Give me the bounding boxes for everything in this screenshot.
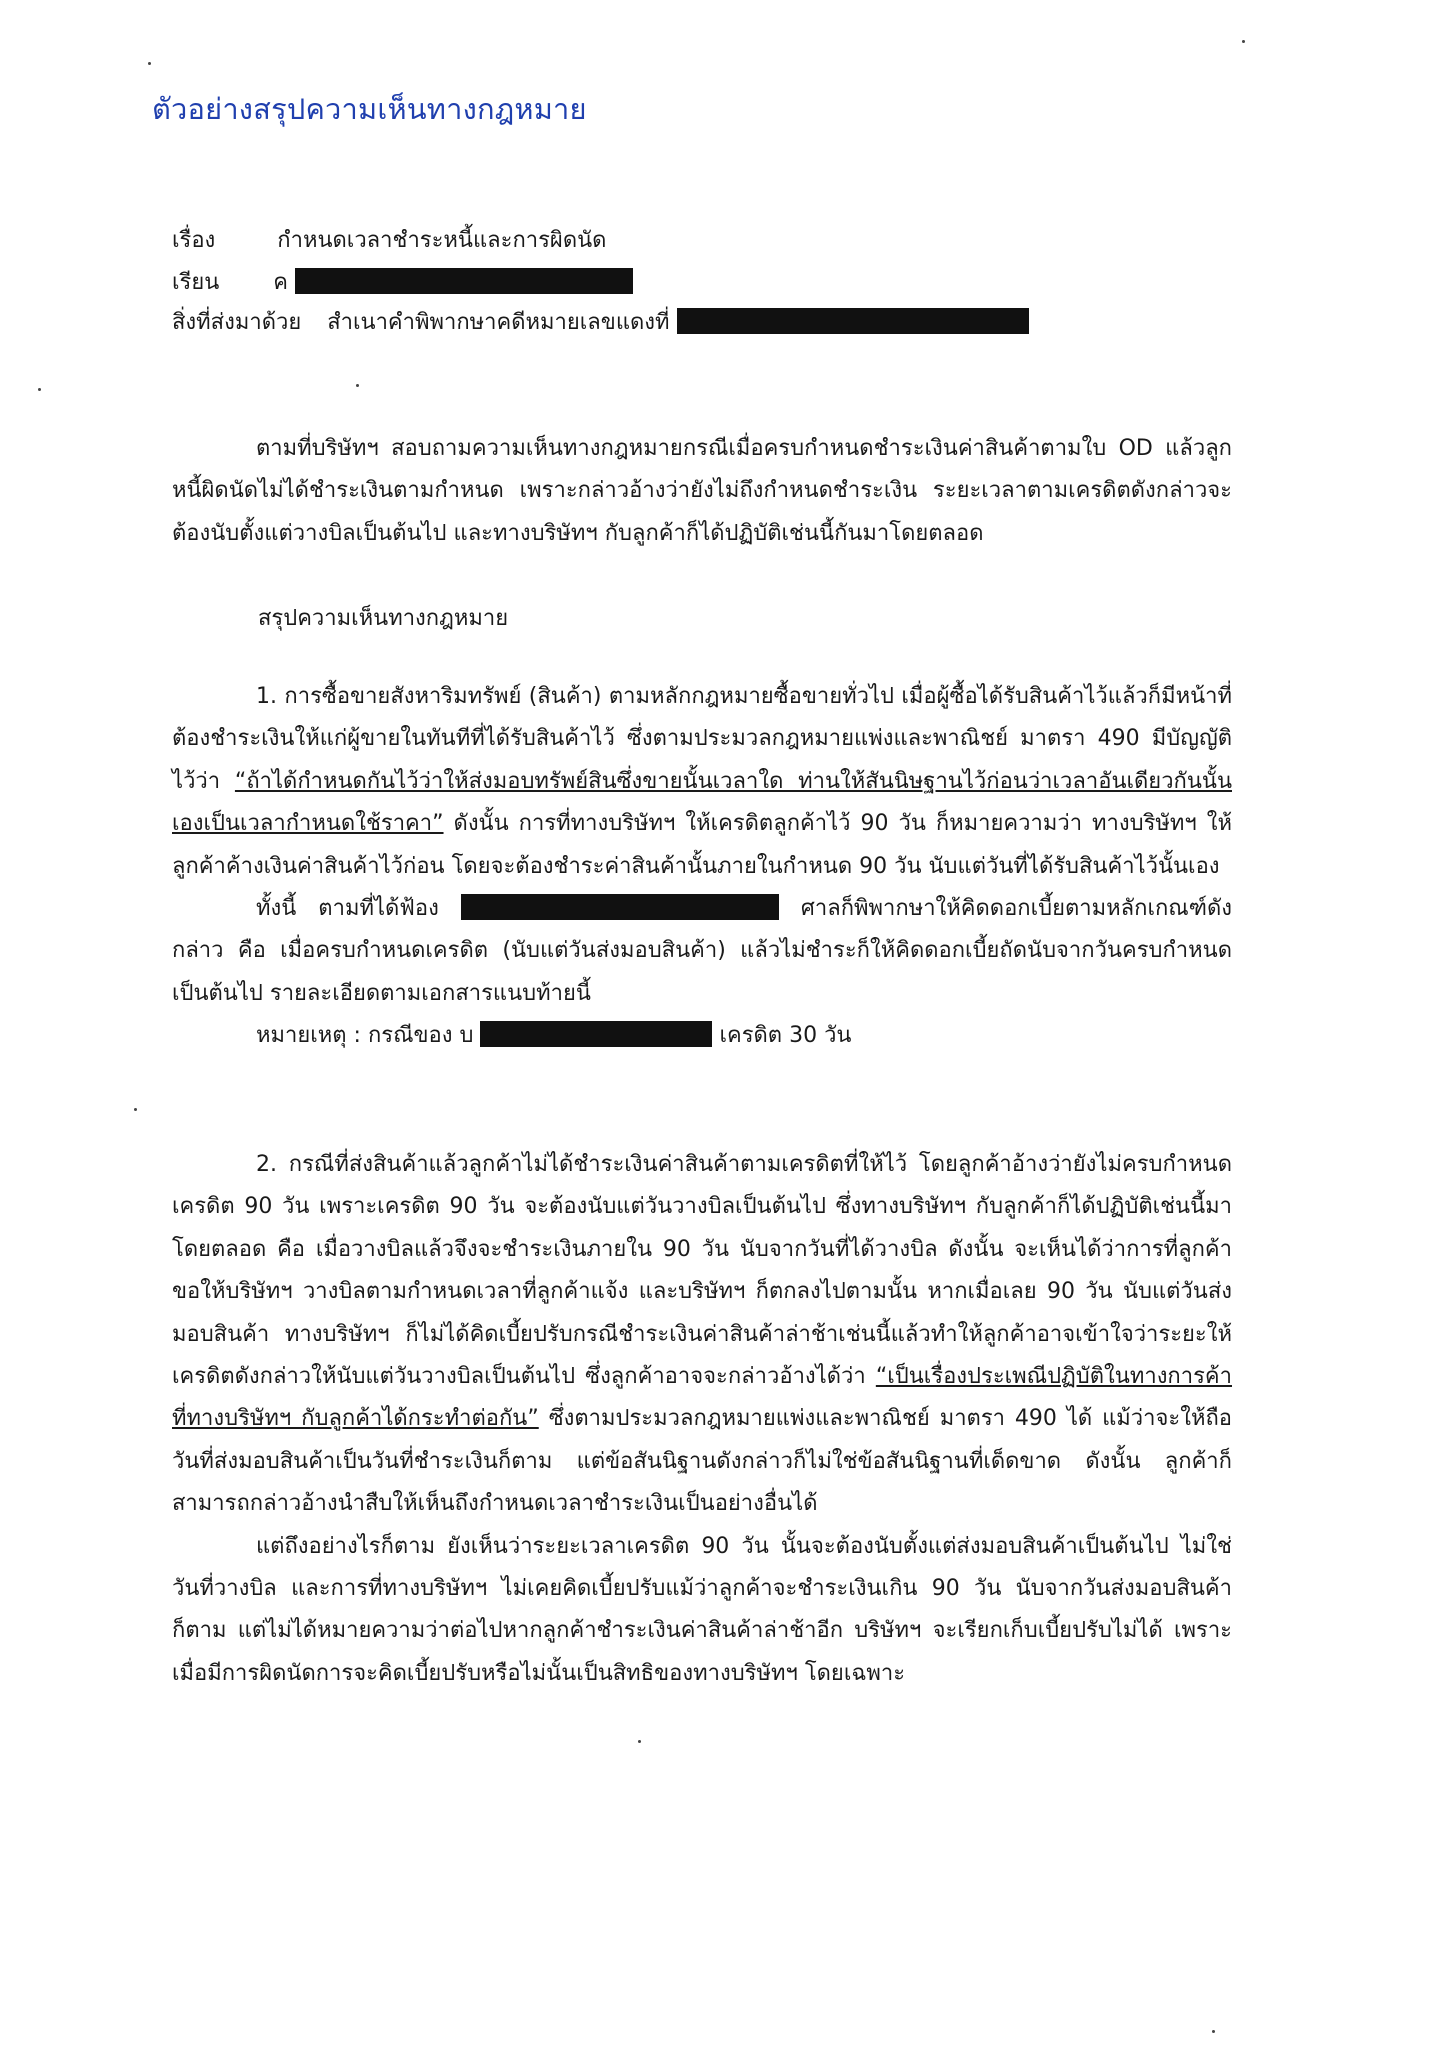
enclosure-value: สำเนาคำพิพากษาคดีหมายเลขแดงที่	[327, 310, 670, 335]
section1-note	[172, 1015, 1232, 1057]
scan-speck	[38, 388, 41, 391]
scan-speck	[356, 384, 359, 387]
section-1	[172, 676, 1232, 1058]
section2-paragraph	[172, 1144, 1232, 1526]
subject-line	[172, 222, 606, 257]
scan-speck	[134, 1108, 137, 1111]
section2-conclusion: แต่ถึงอย่างไรก็ตาม ยังเห็นว่าระยะเวลาเครดิต 90 วัน นั้นจะต้องนับตั้งแต่ส่งมอบสินค้าเป็นต้นไป ไม่ใช่วันที่วางบิล และการที่ทางบริษัทฯ ไม่เคยคิดเบี้ยปรับแม้ว่าลูกค้าจะชำระเงินเกิน 90 วัน นับจากวันส่งมอบสินค้าก็ตาม แต่ไม่ได้หมายความว่าต่อไปหากลูกค้าชำระเงินค่าสินค้าล่าช้าอีก บริษัทฯ จะเรียกเก็บเบี้ยปรับไม่ได้ เพราะเมื่อมีการผิดนัดการจะคิดเบี้ยปรับหรือไม่นั้นเป็นสิทธิของทางบริษัทฯ โดยเฉพาะ	[172, 1533, 1232, 1686]
section-2	[172, 1144, 1232, 1695]
intro-paragraph	[172, 428, 1232, 555]
enclosure-line	[172, 304, 1029, 339]
scan-speck	[1212, 2030, 1215, 2033]
section1-text-a: 1. การซื้อขายสังหาริมทรัพย์ (สินค้า) ตามหลักกฎหมายซื้อขายทั่วไป เมื่อผู้ซื้อได้รับสินค้าไว้แล้วก็มีหน้าที่ต้องชำระเงินให้แก่ผู้ขายในทันทีที่ได้รับสินค้าไว้ ซึ่งตามประมวลกฎหมายแพ่งและพาณิชย์ มาตรา 490 มีบัญญัติไว้ว่า	[172, 684, 1232, 794]
section1-paragraph	[172, 676, 1232, 888]
redaction-bar	[480, 1021, 712, 1047]
section1-text-b: ดังนั้น การที่ทางบริษัทฯ ให้เครดิตลูกค้าไว้ 90 วัน ก็หมายความว่า ทางบริษัทฯ ให้ลูกค้าค้างเงินค่าสินค้าไว้ก่อน โดยจะต้องชำระค่าสินค้านั้นภายในกำหนด 90 วัน นับแต่วันที่ได้รับสินค้าไว้นั้นเอง	[172, 811, 1232, 879]
section1-lawsuit-paragraph	[172, 888, 1232, 1015]
intro-text: ตามที่บริษัทฯ สอบถามความเห็นทางกฎหมายกรณีเมื่อครบกำหนดชำระเงินค่าสินค้าตามใบ OD แล้วลูกหนี้ผิดนัดไม่ได้ชำระเงินตามกำหนด เพราะกล่าวอ้างว่ายังไม่ถึงกำหนดชำระเงิน ระยะเวลาตามเครดิตดังกล่าวจะต้องนับตั้งแต่วางบิลเป็นต้นไป และทางบริษัทฯ กับลูกค้าก็ได้ปฏิบัติเช่นนี้กันมาโดยตลอด	[172, 436, 1232, 546]
subject-label: เรื่อง	[172, 228, 216, 253]
scan-speck	[1242, 40, 1245, 43]
scan-speck	[638, 1740, 641, 1743]
note-text-a: หมายเหตุ : กรณีของ บ	[256, 1023, 474, 1049]
redaction-bar	[461, 894, 779, 920]
section1-quote: “ถ้าได้กำหนดกันไว้ว่าให้ส่งมอบทรัพย์สินซึ่งขายนั้นเวลาใด ท่านให้สันนิษฐานไว้ก่อนว่าเวลาอันเดียวกันนั้นเองเป็นเวลากำหนดใช้ราคา”	[172, 768, 1232, 837]
lawsuit-text-a: ทั้งนี้ ตามที่ได้ฟ้อง	[256, 896, 439, 922]
to-value: ค	[273, 270, 288, 295]
section2-text-a: 2. กรณีที่ส่งสินค้าแล้วลูกค้าไม่ได้ชำระเงินค่าสินค้าตามเครดิตที่ให้ไว้ โดยลูกค้าอ้างว่ายังไม่ครบกำหนดเครดิต 90 วัน เพราะเครดิต 90 วัน จะต้องนับแต่วันวางบิลเป็นต้นไป ซึ่งทางบริษัทฯ กับลูกค้าก็ได้ปฏิบัติเช่นนี้มาโดยตลอด คือ เมื่อวางบิลแล้วจึงจะชำระเงินภายใน 90 วัน นับจากวันที่ได้วางบิล ดังนั้น จะเห็นได้ว่าการที่ลูกค้าขอให้บริษัทฯ วางบิลตามกำหนดเวลาที่ลูกค้าแจ้ง และบริษัทฯ ก็ตกลงไปตามนั้น หากเมื่อเลย 90 วัน นับแต่วันส่งมอบสินค้า ทางบริษัทฯ ก็ไม่ได้คิดเบี้ยปรับกรณีชำระเงินค่าสินค้าล่าช้าเช่นนี้แล้วทำให้ลูกค้าอาจเข้าใจว่าระยะให้เครดิตดังกล่าวให้นับแต่วันวางบิลเป็นต้นไป ซึ่งลูกค้าอาจจะกล่าวอ้างได้ว่า	[172, 1152, 1232, 1390]
to-label: เรียน	[172, 270, 220, 295]
lawsuit-text-b: ศาลก็พิพากษาให้คิดดอกเบี้ยตามหลักเกณฑ์ดังกล่าว คือ เมื่อครบกำหนดเครดิต (นับแต่วันส่งมอบสินค้า) แล้วไม่ชำระก็ให้คิดดอกเบี้ยถัดนับจากวันครบกำหนดเป็นต้นไป รายละเอียดตามเอกสารแนบท้ายนี้	[172, 896, 1232, 1006]
note-text-b: เครดิต 30 วัน	[719, 1023, 852, 1049]
section2-text-b: ซึ่งตามประมวลกฎหมายแพ่งและพาณิชย์ มาตรา 490 ได้ แม้ว่าจะให้ถือวันที่ส่งมอบสินค้าเป็นวันที่ชำระเงินก็ตาม แต่ข้อสันนิฐานดังกล่าวก็ไม่ใช่ข้อสันนิฐานที่เด็ดขาด ดังนั้น ลูกค้าก็สามารถกล่าวอ้างนำสืบให้เห็นถึงกำหนดเวลาชำระเงินเป็นอย่างอื่นได้	[172, 1406, 1232, 1517]
section2-quote: “เป็นเรื่องประเพณีปฏิบัติในทางการค้าที่ทางบริษัทฯ กับลูกค้าได้กระทำต่อกัน”	[172, 1364, 1232, 1432]
summary-heading: สรุปความเห็นทางกฎหมาย	[258, 606, 509, 631]
document-title: ตัวอย่างสรุปความเห็นทางกฎหมาย	[152, 92, 587, 126]
to-line	[172, 264, 633, 299]
redaction-bar	[295, 268, 633, 294]
redaction-bar	[677, 308, 1029, 334]
subject-value: กำหนดเวลาชำระหนี้และการผิดนัด	[277, 228, 607, 253]
scan-speck	[148, 62, 151, 65]
enclosure-label: สิ่งที่ส่งมาด้วย	[172, 310, 302, 335]
